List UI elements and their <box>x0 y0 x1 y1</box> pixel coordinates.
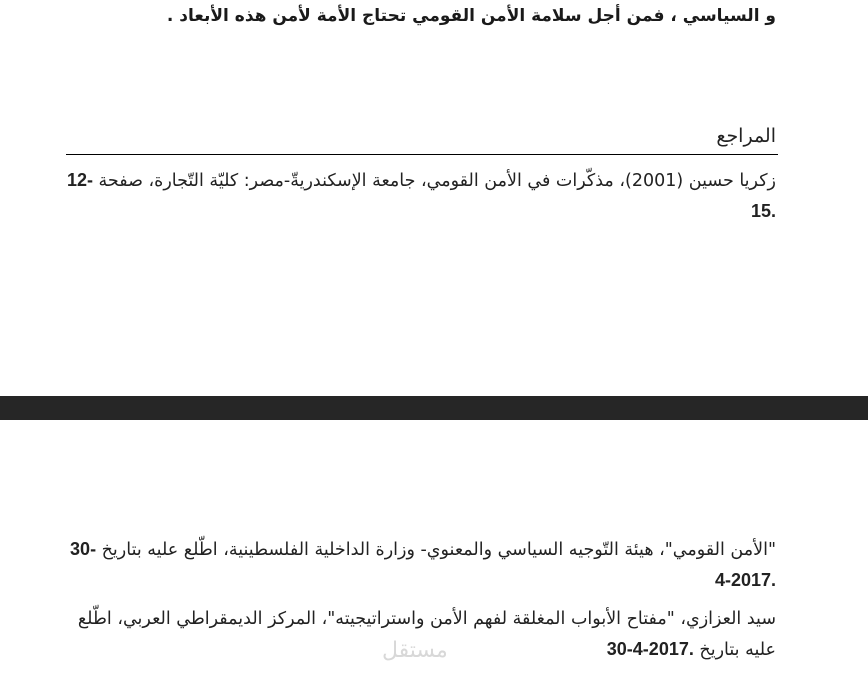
body-paragraph: و السياسي ، فمن أجل سلامة الأمن القومي تحتاج الأمة لأمن هذه الأبعاد . <box>166 6 776 26</box>
page-separator <box>0 396 868 420</box>
reference-text: سيد العزازي، "مفتاح الأبواب المغلقة لفهم الأمن واستراتيجيته"، المركز الديمقراطي العربي، اطّلع عليه بتاريخ <box>77 609 776 660</box>
reference-item <box>64 534 776 596</box>
document-page-2 <box>0 420 868 674</box>
reference-text: "الأمن القومي"، هيئة التّوجيه السياسي والمعنوي- وزارة الداخلية الفلسطينية، اطّلع عليه بتاريخ <box>96 540 776 560</box>
heading-divider <box>66 154 778 155</box>
reference-date: 30-4-2017. <box>70 539 776 590</box>
reference-date: 30-4-2017. <box>606 639 694 659</box>
reference-pages: 12-15. <box>66 170 776 221</box>
reference-text: زكريا حسين (2001)، مذكّرات في الأمن القومي، جامعة الإسكندريةّ-مصر: كليّة التّجارة، صفحة <box>92 171 776 191</box>
reference-item <box>64 165 776 227</box>
references-heading: المراجع <box>716 125 776 147</box>
watermark-logo: مستقل <box>382 638 448 663</box>
